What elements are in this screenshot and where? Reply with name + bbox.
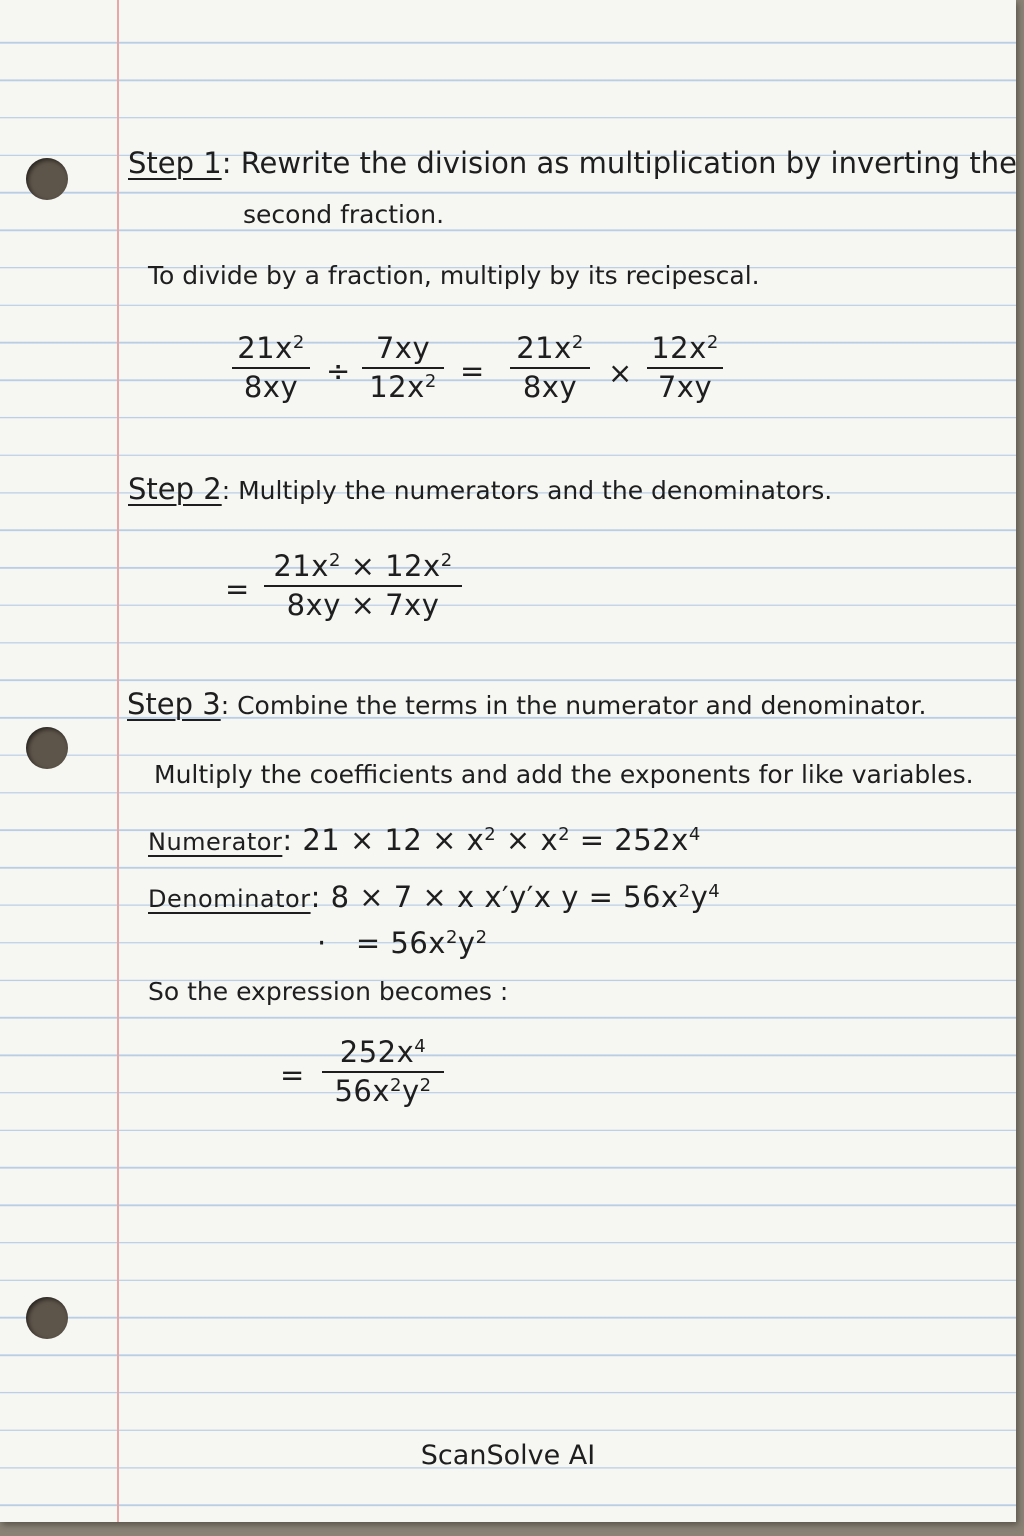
- margin-line: [117, 0, 119, 1522]
- multiply-sign: ×: [608, 356, 633, 390]
- numerator-label: Numerator: [148, 828, 283, 856]
- step3-heading: [127, 687, 926, 721]
- denominator-label: Denominator: [148, 885, 311, 913]
- fraction-1: $21x^2$ 8xy: [232, 334, 310, 402]
- punch-hole-top: [26, 158, 68, 200]
- punch-hole-bottom: [26, 1297, 68, 1339]
- step1-text-line2: second fraction.: [243, 200, 445, 229]
- divide-sign: ÷: [326, 354, 351, 388]
- step3-label: Step 3: [127, 687, 221, 721]
- step2-fraction: $21x^2 \times 12x^2$ 8xy × 7xy: [264, 552, 462, 620]
- step3-note: Multiply the coefficients and add the exponents for like variables.: [154, 760, 974, 789]
- step1-note: To divide by a fraction, multiply by its recipescal.: [148, 261, 760, 290]
- fraction-4: $12x^2$ 7xy: [647, 334, 723, 402]
- step2-text: : Multiply the numerators and the denominators.: [221, 476, 833, 505]
- fraction-2: 7xy $12x^2$: [362, 334, 444, 402]
- step3-text: : Combine the terms in the numerator and denominator.: [220, 691, 927, 720]
- step2-label: Step 2: [128, 472, 222, 506]
- step2-heading: [128, 472, 832, 506]
- punch-hole-middle: [26, 727, 68, 769]
- result-fraction: $252x^4$ $56x^2y^2$: [322, 1038, 444, 1106]
- fraction-3: $21x^2$ 8xy: [510, 334, 590, 402]
- equals-sign: =: [460, 354, 485, 388]
- footer-brand: ScanSolve AI: [420, 1440, 596, 1471]
- denominator-line-2: · = $56x^2y^2$: [317, 926, 488, 960]
- step1-text: : Rewrite the division as multiplication by inverting the: [221, 146, 1017, 180]
- numerator-line: Numerator: $21 \times 12 \times x^2 \times x^2 = 252x^4$: [148, 823, 701, 857]
- step1-label: Step 1: [128, 146, 222, 180]
- step1-heading: [128, 146, 1017, 180]
- so-text: So the expression becomes :: [148, 977, 509, 1006]
- denominator-line: Denominator: 8 × 7 × x x′y′x $y = 56x^2y^4$: [148, 880, 721, 914]
- result-equals-sign: =: [280, 1058, 305, 1092]
- step2-equals-sign: =: [225, 572, 250, 606]
